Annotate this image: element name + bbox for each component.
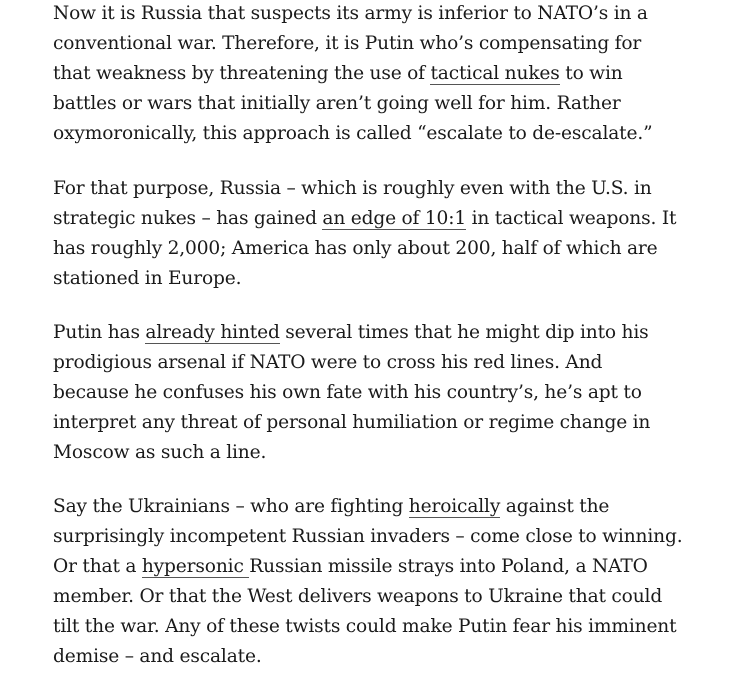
paragraph-2: [53, 174, 683, 294]
link-tactical-nukes[interactable]: tactical nukes: [430, 63, 560, 84]
paragraph-3: [53, 318, 683, 468]
paragraph-4-text-c: Russian missile strays into Poland, a NATO member. Or that the West delivers weapons to Ukraine that could tilt the war. Any of these twists could make Putin fear his imminent demise – and escalate.: [53, 556, 677, 667]
paragraph-3-text-a: Putin has: [53, 322, 146, 343]
paragraph-3-text-b: several times that he might dip into his prodigious arsenal if NATO were to cross his red lines. And because he confuses his own fate with his country’s, he’s apt to interpret any threat of personal humiliation or regime change in Moscow as such a line.: [53, 322, 651, 463]
paragraph-1-text-b: to win battles or wars that initially aren’t going well for him. Rather oxymoronically, this approach is called “escalate to de-escalate.”: [53, 63, 653, 144]
link-heroically[interactable]: heroically: [408, 496, 501, 517]
paragraph-1: [53, 0, 683, 149]
paragraph-2-text-a: For that purpose, Russia – which is roughly even with the U.S. in strategic nukes – has gained: [53, 178, 652, 229]
article-body: [53, 0, 683, 696]
paragraph-1-text-a: Now it is Russia that suspects its army is inferior to NATO’s in a conventional war. Therefore, it is Putin who’s compensating for that weakness by threatening the use of: [53, 3, 648, 84]
link-edge-of-10-1[interactable]: an edge of 10:1: [322, 208, 467, 229]
link-hypersonic[interactable]: hypersonic: [141, 556, 250, 577]
paragraph-2-text-b: in tactical weapons. It has roughly 2,000; America has only about 200, half of which are stationed in Europe.: [53, 208, 677, 289]
link-already-hinted[interactable]: already hinted: [145, 322, 280, 343]
paragraph-4: [53, 492, 683, 672]
paragraph-4-text-a: Say the Ukrainians – who are fighting: [53, 496, 409, 517]
paragraph-4-text-b: against the surprisingly incompetent Russian invaders – come close to winning. Or that a: [53, 496, 683, 577]
